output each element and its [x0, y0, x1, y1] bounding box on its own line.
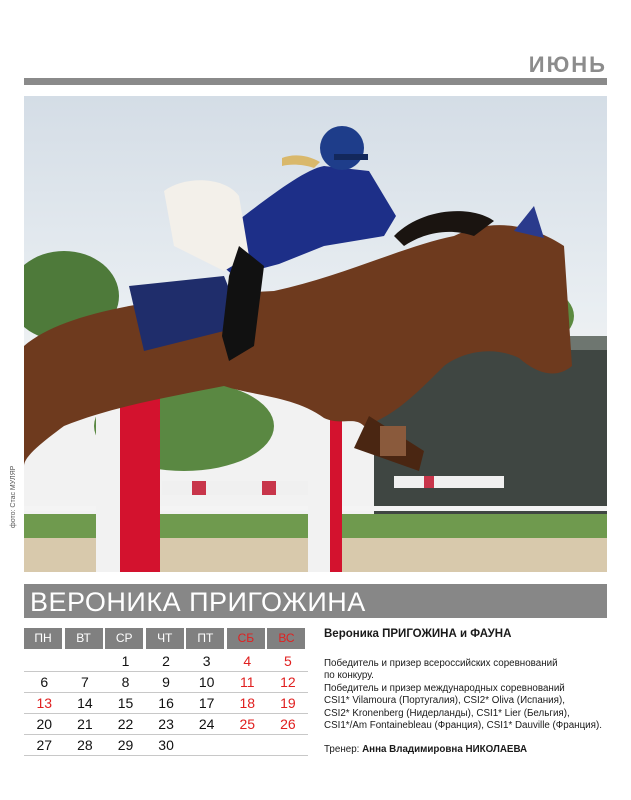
- calendar-day: 22: [105, 714, 146, 735]
- info-line: CSI1* Vilamoura (Португалия), CSI2* Oliva (Испания),: [324, 695, 565, 707]
- weekday-tue: ВТ: [65, 628, 103, 649]
- calendar-day: 4: [227, 651, 268, 672]
- calendar-day: 12: [268, 672, 309, 693]
- calendar-day: 10: [186, 672, 227, 693]
- coach-name: Анна Владимировна НИКОЛАЕВА: [362, 744, 528, 756]
- weekday-wed: СР: [105, 628, 143, 649]
- calendar-day: 29: [105, 735, 146, 756]
- info-title: [324, 628, 614, 640]
- calendar-days: [24, 651, 308, 756]
- calendar-day: 17: [186, 693, 227, 714]
- info-rider-name: Вероника ПРИГОЖИНА: [324, 628, 457, 640]
- info-horse-name: ФАУНА: [470, 628, 512, 640]
- calendar-day: 2: [146, 651, 187, 672]
- calendar-empty-cell: [227, 735, 268, 756]
- calendar-empty-cell: [65, 651, 106, 672]
- calendar-day: 27: [24, 735, 65, 756]
- month-title: ИЮНЬ: [528, 52, 607, 77]
- calendar-day: 13: [24, 693, 65, 714]
- calendar-empty-cell: [24, 651, 65, 672]
- calendar-day: 24: [186, 714, 227, 735]
- calendar-weekday-header: [24, 628, 308, 649]
- calendar-day: 16: [146, 693, 187, 714]
- calendar-day: 25: [227, 714, 268, 735]
- weekday-mon: ПН: [24, 628, 62, 649]
- info-line: CSI1*/Am Fontainebleau (Франция), CSI1* Dauville (Франция).: [324, 720, 602, 732]
- coach-label: Тренер:: [324, 744, 363, 756]
- calendar-day: 11: [227, 672, 268, 693]
- info-line: по конкуру.: [324, 670, 374, 682]
- rider-info: [324, 628, 614, 755]
- coach-line: [324, 744, 614, 755]
- month-divider: [24, 78, 607, 85]
- calendar-day: 15: [105, 693, 146, 714]
- show-jumping-illustration: [24, 96, 607, 572]
- calendar-day: 7: [65, 672, 106, 693]
- info-line: CSI2* Kronenberg (Нидерланды), CSI1* Lier (Бельгия),: [324, 707, 570, 719]
- calendar-day: 21: [65, 714, 106, 735]
- info-line: Победитель и призер всероссийских соревнований: [324, 658, 558, 669]
- calendar-day: 28: [65, 735, 106, 756]
- calendar: [24, 628, 308, 756]
- calendar-day: 3: [186, 651, 227, 672]
- calendar-day: 6: [24, 672, 65, 693]
- calendar-day: 8: [105, 672, 146, 693]
- calendar-day: 5: [268, 651, 309, 672]
- weekday-thu: ЧТ: [146, 628, 184, 649]
- calendar-day: 26: [268, 714, 309, 735]
- weekday-fri: ПТ: [186, 628, 224, 649]
- calendar-day: 1: [105, 651, 146, 672]
- info-and: и: [456, 628, 471, 640]
- weekday-sat: СБ: [227, 628, 265, 649]
- photo-credit: фото: Стас МУЛЯР: [10, 465, 17, 528]
- rider-photo: [24, 96, 607, 572]
- calendar-day: 19: [268, 693, 309, 714]
- calendar-empty-cell: [186, 735, 227, 756]
- calendar-day: 9: [146, 672, 187, 693]
- calendar-empty-cell: [268, 735, 309, 756]
- weekday-sun: ВС: [267, 628, 305, 649]
- info-line: Победитель и призер международных соревнований: [324, 682, 565, 694]
- rider-name-band: [24, 584, 607, 618]
- calendar-day: 23: [146, 714, 187, 735]
- rider-name: ВЕРОНИКА ПРИГОЖИНА: [30, 587, 366, 617]
- calendar-day: 14: [65, 693, 106, 714]
- calendar-day: 30: [146, 735, 187, 756]
- calendar-day: 18: [227, 693, 268, 714]
- calendar-day: 20: [24, 714, 65, 735]
